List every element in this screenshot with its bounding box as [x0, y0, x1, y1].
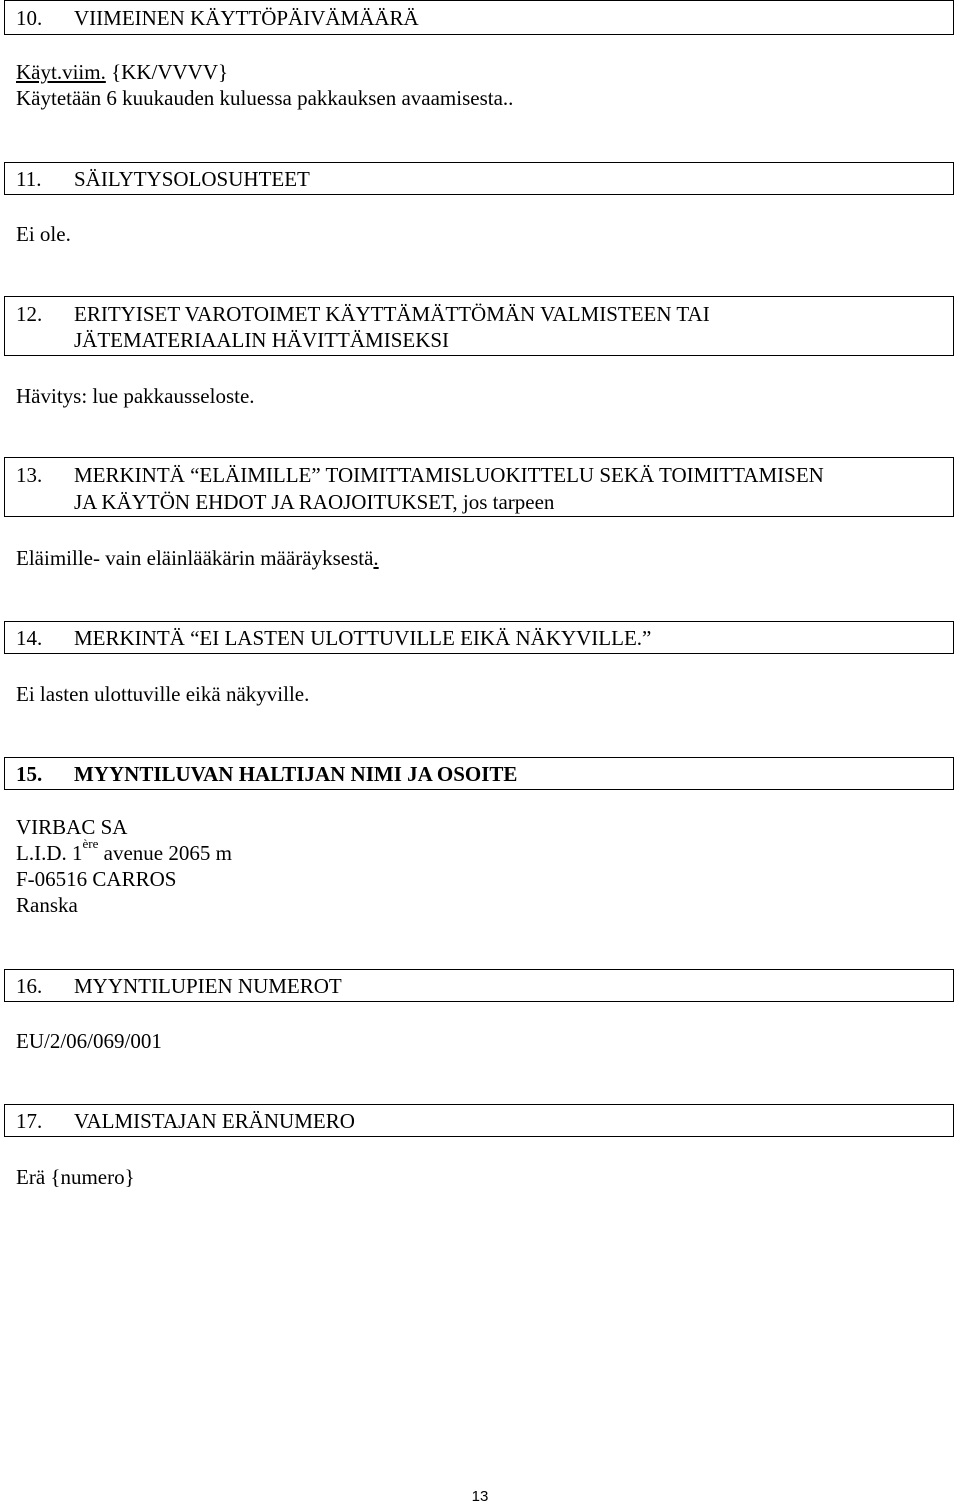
section-10-number: 10. [16, 6, 43, 30]
section-16-number: 16. [16, 974, 43, 998]
section-12-number: 12. [16, 302, 43, 326]
section-17-number: 17. [16, 1109, 43, 1133]
holder-city: F-06516 CARROS [16, 867, 177, 891]
section-12-title-line-2: JÄTEMATERIAALIN HÄVITTÄMISEKSI [74, 328, 450, 352]
expiry-abbreviation: Käyt.viim. [16, 60, 106, 84]
in-use-shelf-life: Käytetään 6 kuukauden kuluessa pakkauksen avaamisesta.. [16, 86, 514, 110]
holder-address-part-2: avenue 2065 m [98, 841, 232, 865]
disposal-text: Hävitys: lue pakkausseloste. [16, 384, 255, 408]
section-13-title-line-1: MERKINTÄ “ELÄIMILLE” TOIMITTAMISLUOKITTELU SEKÄ TOIMITTAMISEN [74, 463, 824, 487]
expiry-date-line [16, 59, 228, 85]
batch-number: Erä {numero} [16, 1165, 135, 1189]
prescription-text [16, 545, 379, 571]
section-13-number: 13. [16, 463, 43, 487]
prescription-text-period: . [373, 546, 379, 570]
holder-address-superscript: ère [82, 836, 99, 851]
section-12-title-line-1: ERITYISET VAROTOIMET KÄYTTÄMÄTTÖMÄN VALMISTEEN TAI [74, 302, 710, 326]
section-15-number: 15. [16, 762, 43, 786]
section-14-number: 14. [16, 626, 43, 650]
holder-country: Ranska [16, 893, 78, 917]
section-11-number: 11. [16, 167, 42, 191]
section-14-title: MERKINTÄ “EI LASTEN ULOTTUVILLE EIKÄ NÄKYVILLE.” [74, 626, 652, 650]
section-15-title: MYYNTILUVAN HALTIJAN NIMI JA OSOITE [74, 762, 518, 786]
section-10-title: VIIMEINEN KÄYTTÖPÄIVÄMÄÄRÄ [74, 6, 419, 30]
expiry-format: {KK/VVVV} [105, 60, 229, 84]
holder-address [16, 836, 232, 866]
section-16-title: MYYNTILUPIEN NUMEROT [74, 974, 342, 998]
prescription-text-main: Eläimille- vain eläinlääkärin määräyksestä [16, 546, 374, 570]
authorisation-number: EU/2/06/069/001 [16, 1029, 162, 1053]
section-13-title-line-2: JA KÄYTÖN EHDOT JA RAOJOITUKSET, jos tarpeen [74, 490, 555, 514]
page-number: 13 [471, 1488, 489, 1505]
section-11-title: SÄILYTYSOLOSUHTEET [74, 167, 310, 191]
section-17-title: VALMISTAJAN ERÄNUMERO [74, 1109, 355, 1133]
child-warning-text: Ei lasten ulottuville eikä näkyville. [16, 682, 310, 706]
holder-company: VIRBAC SA [16, 815, 128, 839]
holder-address-part-1: L.I.D. 1 [16, 841, 83, 865]
storage-conditions-text: Ei ole. [16, 222, 71, 246]
